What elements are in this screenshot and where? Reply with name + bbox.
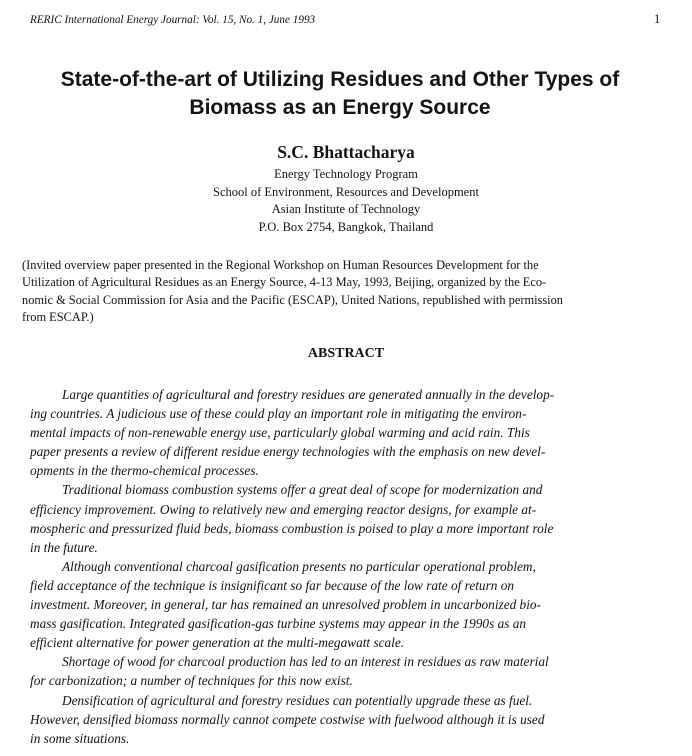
- affiliation-line: Asian Institute of Technology: [271, 202, 421, 216]
- abstract-line: Densification of agricultural and forestry residues can potentially upgrade these as fuel.: [62, 692, 533, 708]
- paper-title-line: Biomass as an Energy Source: [189, 96, 491, 119]
- author-affiliation: [0, 166, 692, 236]
- affiliation-line: Energy Technology Program: [274, 167, 418, 181]
- abstract-line: field acceptance of the technique is insignificant so far because of the low rate of return on: [30, 577, 515, 593]
- abstract-line: mass gasification. Integrated gasification-gas turbine systems may appear in the 1990s as an: [30, 616, 527, 632]
- abstract-line: opments in the thermo-chemical processes.: [30, 463, 259, 479]
- invited-paper-note: [22, 257, 663, 327]
- note-line: Utilization of Agricultural Residues as an Energy Source, 4-13 May, 1993, Beijing, organized by the Eco-: [22, 275, 547, 290]
- abstract-line: Shortage of wood for charcoal production has led to an interest in residues as raw material: [62, 654, 549, 670]
- page-number: 1: [654, 12, 661, 26]
- abstract-line: However, densified biomass normally cannot compete costwise with fuelwood although it is used: [30, 711, 545, 727]
- note-line: nomic & Social Commission for Asia and the Pacific (ESCAP), United Nations, republished with permission: [22, 292, 564, 307]
- abstract-line: Large quantities of agricultural and forestry residues are generated annually in the develop-: [62, 387, 555, 402]
- affiliation-line: School of Environment, Resources and Development: [213, 184, 479, 199]
- journal-running-head: RERIC International Energy Journal: Vol. 15, No. 1, June 1993: [30, 14, 316, 26]
- note-line: (Invited overview paper presented in the Regional Workshop on Human Resources Development for the: [22, 258, 539, 272]
- abstract-line: efficiency improvement. Owing to relatively new and emerging reactor designs, for example at-: [30, 501, 537, 517]
- abstract-line: Although conventional charcoal gasification presents no particular operational problem,: [62, 558, 536, 574]
- author-name: S.C. Bhattacharya: [277, 142, 415, 162]
- paper-title: [20, 66, 660, 122]
- abstract-body: [30, 385, 666, 748]
- abstract-line: mospheric and pressurized fluid beds, biomass combustion is poised to play a more important role: [30, 520, 554, 536]
- abstract-line: paper presents a review of different residue energy technologies with the emphasis on new devel-: [30, 444, 546, 460]
- abstract-line: investment. Moreover, in general, tar has remained an unresolved problem in uncarbonized bio-: [30, 597, 541, 613]
- abstract-heading: ABSTRACT: [307, 346, 385, 361]
- abstract-line: in some situations.: [30, 730, 130, 746]
- note-line: from ESCAP.): [22, 310, 94, 325]
- abstract-line: mental impacts of non-renewable energy use, particularly global warming and acid rain. This: [30, 425, 530, 441]
- abstract-line: for carbonization; a number of techniques for this now exist.: [30, 673, 353, 689]
- abstract-line: in the future.: [30, 539, 98, 555]
- abstract-line: Traditional biomass combustion systems offer a great deal of scope for modernization and: [62, 482, 543, 498]
- abstract-line: efficient alternative for power generation at the multi-megawatt scale.: [30, 635, 405, 651]
- paper-title-line: State-of-the-art of Utilizing Residues and Other Types of: [60, 68, 620, 91]
- affiliation-line: P.O. Box 2754, Bangkok, Thailand: [258, 219, 434, 234]
- abstract-line: ing countries. A judicious use of these could play an important role in mitigating the environ-: [30, 406, 527, 422]
